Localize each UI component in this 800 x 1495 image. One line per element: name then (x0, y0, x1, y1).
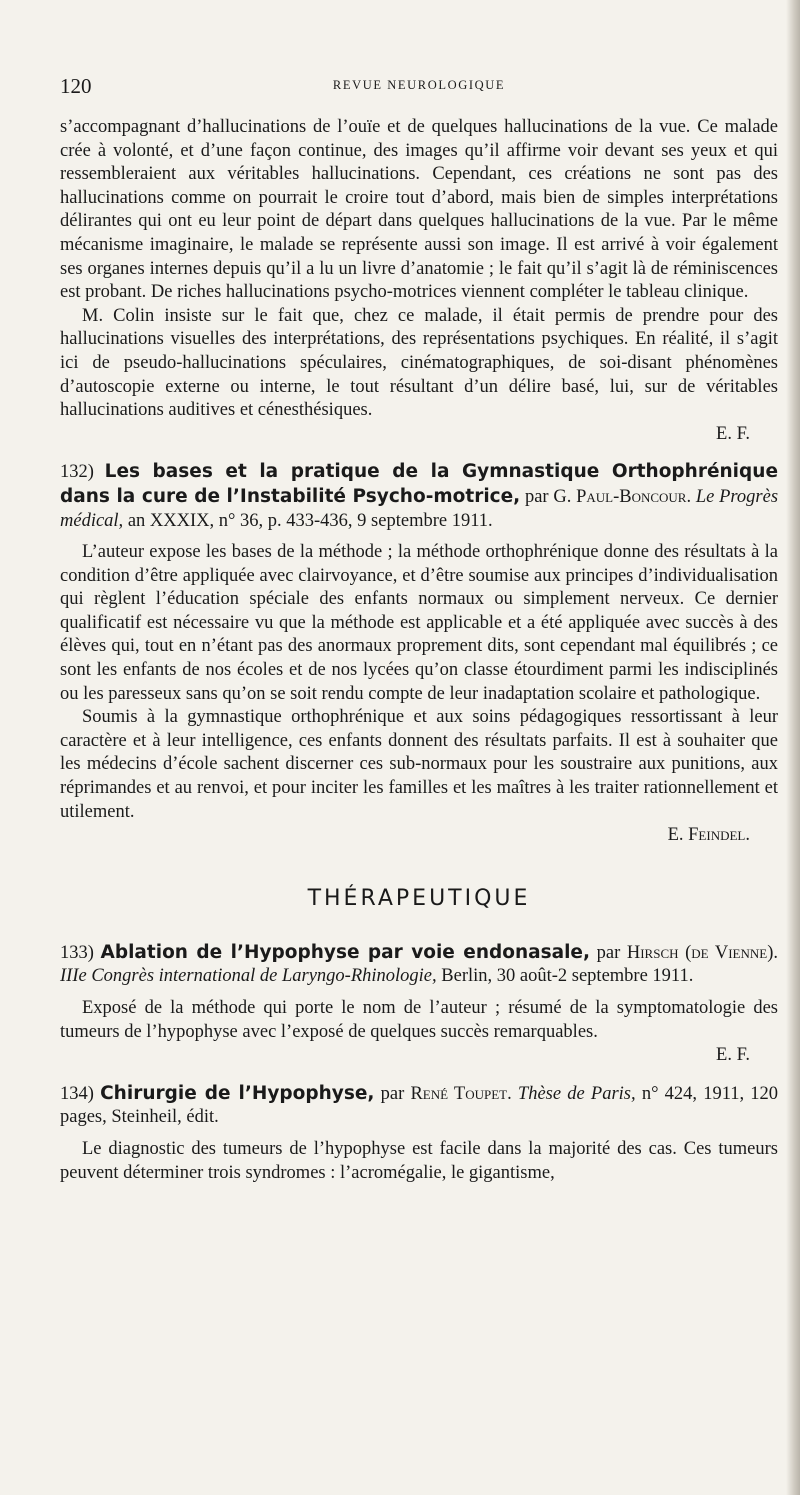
entry-134-author: René Toupet. (410, 1083, 512, 1104)
entry-132-author: G. Paul-Boncour. (553, 486, 692, 507)
entry-133-heading (60, 941, 778, 989)
entry-134-by: par (380, 1083, 405, 1104)
entry-132-signature: E. Feindel. (667, 825, 750, 846)
page-body (60, 116, 778, 1185)
entry-132-by: par (524, 486, 549, 507)
entry-132-paragraph-1: L’auteur expose les bases de la méthode ; la méthode orthophrénique donne des résultats à la condition d’être appliquée avec clairvoyance, et d’être soumise aux principes d’individualisation qui règlent l’éducation spéciale des enfants normaux ou simplement nerveux. Ce dernier qualificatif est nécessaire vu que la méthode est applicable et a été appliquée avec succès à des élèves qui, tout en n’étant pas des anormaux proprement dits, sont cependant mal équilibrés ; ce sont les enfants de nos écoles et de nos lycées qu’on classe étourdiment parmi les indisciplinés ou les paresseux sans qu’on se soit rendu compte de leur inadaptation scolaire et pathologique. (60, 542, 778, 704)
running-head: REVUE NEUROLOGIQUE (332, 78, 506, 92)
entry-134-title: Chirurgie de l’Hypophyse, (100, 1082, 375, 1104)
entry-132-number: 132) (60, 462, 94, 483)
entry-133-journal: IIIe Congrès international de Laryngo-Rhinologie, (60, 966, 437, 987)
entry-134-number: 134) (60, 1083, 94, 1104)
entry-134-journal: Thèse de Paris, (517, 1083, 636, 1104)
entry-132-journal: Le Progrès médical, (60, 486, 779, 531)
entry-133-paragraph: Exposé de la méthode qui porte le nom de l’auteur ; résumé de la symptomatologie des tumeurs de l’hypophyse avec l’exposé de quelques succès remarquables. (60, 998, 778, 1042)
entry-134-heading (60, 1082, 778, 1130)
entry-132-title: Les bases et la pratique de la Gymnastique Orthophrénique dans la cure de l’Instabilité Psycho-motrice, (60, 461, 778, 507)
section-heading: THÉRAPEUTIQUE (307, 885, 531, 911)
intro-signature: E. F. (716, 423, 750, 444)
intro-paragraph: s’accompagnant d’hallucinations de l’ouïe et de quelques hallucinations de la vue. Ce malade crée à volonté, et d’une façon continue, des images qu’il affirme voir devant ses yeux et qui ressembleraient aux véritables hallucinations. Cependant, ces créations ne sont pas des hallucinations comme on pourrait le croire tout d’abord, mais bien de simples interprétations délirantes qui ont eu leur point de départ dans quelques hallucinations de la vue. Par le même mécanisme imaginaire, le malade se représente aussi son image. Il est arrivé à voir également ses organes internes depuis qu’il a lu un livre d’anatomie ; le fait qu’il s’agit là de réminiscences est probant. De riches hallucinations psycho-motrices viennent compléter le tableau clinique. (60, 117, 778, 303)
entry-132-heading (60, 460, 778, 533)
entry-133-citation: Berlin, 30 août-2 septembre 1911. (441, 966, 694, 987)
page (60, 0, 778, 1495)
entry-133-title: Ablation de l’Hypophyse par voie endonasale, (100, 941, 591, 963)
entry-133-signature: E. F. (716, 1045, 750, 1066)
entry-133-author: Hirsch (de Vienne). (626, 942, 779, 963)
entry-132-paragraph-2: Soumis à la gymnastique orthophrénique et aux soins pédagogiques ressortissant à leur caractère et à leur intelligence, ces enfants donnent des résultats parfaits. Il est à souhaiter que les médecins d’école sachent discerner ces sub-normaux pour les soustraire aux punitions, aux réprimandes et au renvoi, et pour inciter les familles et les maîtres à les traiter rationnellement et utilement. (60, 707, 778, 822)
entry-134-paragraph: Le diagnostic des tumeurs de l’hypophyse est facile dans la majorité des cas. Ces tumeurs peuvent déterminer trois syndromes : l’acromégalie, le gigantisme, (60, 1138, 778, 1183)
entry-132 (60, 460, 778, 848)
page-edge-shadow (786, 0, 800, 1495)
page-header (60, 74, 778, 98)
entry-133-by: par (596, 942, 621, 963)
entry-133 (60, 941, 778, 1068)
entry-132-citation: an XXXIX, n° 36, p. 433-436, 9 septembre 1911. (127, 510, 493, 531)
entry-133-number: 133) (60, 942, 94, 963)
entry-134 (60, 1082, 778, 1185)
page-number: 120 (60, 74, 92, 98)
colin-paragraph: M. Colin insiste sur le fait que, chez ce malade, il était permis de prendre pour des hallucinations visuelles des interprétations, des représentations psychiques. En réalité, il s’agit ici de pseudo-hallucinations spéculaires, cinématographiques, de soi-disant phénomènes d’autoscopie externe ou interne, le tout résultant d’un délire basé, lui, sur de véritables hallucinations auditives et cénesthésiques. (60, 305, 778, 421)
entry-134-citation: n° 424, 1911, 120 pages, Steinheil, édit. (60, 1083, 779, 1128)
